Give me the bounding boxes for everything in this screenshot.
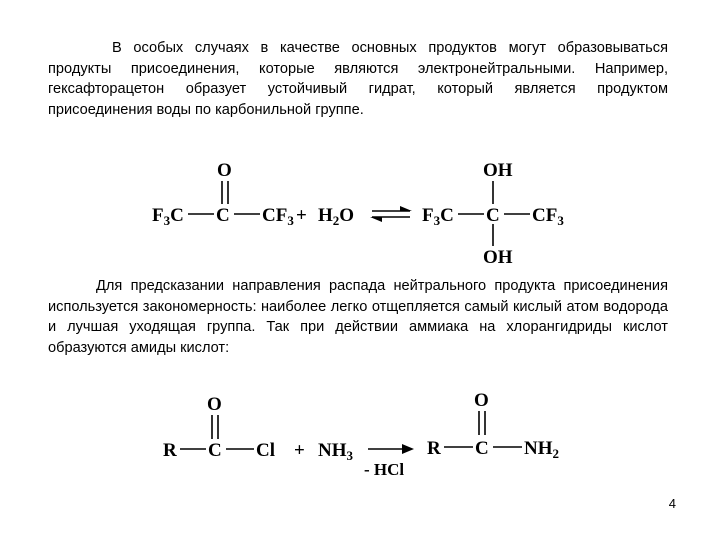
r1-water: $H_2O$	[318, 205, 355, 228]
r2-product-oxygen: O	[474, 390, 489, 411]
r2-amide-group: $NH_2$	[524, 438, 559, 461]
paragraph-1: В особых случаях в качестве основных продуктов могут образовываться продукты присоединения, которые являются электронейтральными. Например, гексафторацетон образует устойчивый гидрат, который является продуктом присоединения воды по карбонильной группе.	[48, 40, 668, 118]
page-number: 4	[668, 496, 676, 511]
r1-carbonyl-oxygen: O	[217, 160, 232, 181]
r1-product-left-group: $F_3C$	[422, 205, 454, 228]
r2-chlorine: Cl	[256, 440, 275, 461]
reaction-acid-chloride-ammonia	[0, 384, 720, 484]
r2-carbonyl-oxygen: O	[207, 394, 222, 415]
r1-product-right-group: $CF_3$	[532, 205, 564, 228]
r1-oh-bottom: OH	[483, 247, 513, 268]
equilibrium-arrow-icon	[370, 206, 412, 222]
reaction-hexafluoroacetone-hydrate	[0, 150, 720, 270]
r2-ammonia: $NH_3$	[318, 440, 353, 463]
r1-oh-top: OH	[483, 160, 513, 181]
r1-plus: +	[296, 205, 307, 226]
r2-product-carbon: C	[475, 438, 489, 459]
paragraph-2: Для предсказании направления распада нейтрального продукта присоединения используется закономерность: наиболее легко отщепляется самый кислый атом водорода и лучшая уходящая группа. Так при действии аммиака на хлорангидриды кислот образуются амиды кислот:	[48, 278, 668, 356]
reaction-arrow-icon	[368, 444, 414, 454]
r2-plus: +	[294, 440, 305, 461]
r1-center-carbon: C	[216, 205, 230, 226]
r2-product-r-group: R	[427, 438, 441, 459]
r2-arrow-label: - HCl	[364, 460, 405, 479]
r2-center-carbon: C	[208, 440, 222, 461]
r1-right-group: $CF_3$	[262, 205, 294, 228]
r1-left-group: $F_3C$	[152, 205, 184, 228]
r1-product-center-carbon: C	[486, 205, 500, 226]
r2-r-group: R	[163, 440, 177, 461]
